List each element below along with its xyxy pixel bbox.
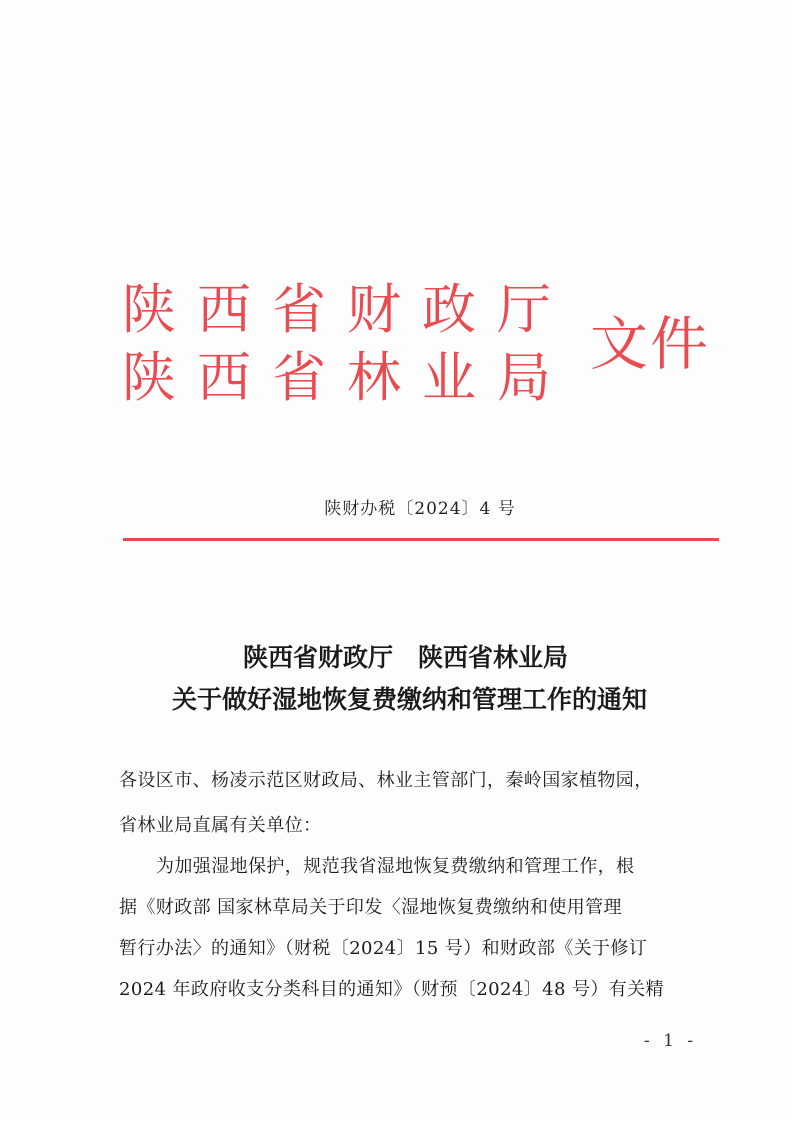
header-document-suffix: 文件 [590,310,711,378]
document-number: 陕财办税〔2024〕4 号 [324,499,516,519]
body-paragraph-line3: 暂行办法〉的通知》（财税〔2024〕15 号）和财政部《关于修订 [119,938,648,959]
body-paragraph-line4: 2024 年政府收支分类科目的通知》（财预〔2024〕48 号）有关精 [119,979,664,1000]
issuing-authority-header [122,272,722,422]
header-authority-forestry: 陕西省林业局 [122,346,572,409]
page-number: - 1 - [644,1031,698,1051]
body-paragraph-line1: 为加强湿地保护，规范我省湿地恢复费缴纳和管理工作，根 [156,856,635,877]
addressee-line2: 省林业局直属有关单位： [119,815,322,836]
document-title-line1: 陕西省财政厅 陕西省林业局 [242,643,568,672]
addressee-line1: 各设区市、杨凌示范区财政局、林业主管部门，秦岭国家植物园， [119,770,653,791]
document-title-line2: 关于做好湿地恢复费缴纳和管理工作的通知 [171,685,647,714]
header-authority-finance: 陕西省财政厅 [122,278,572,341]
red-divider [123,538,719,541]
body-paragraph-line2: 据《财政部 国家林草局关于印发〈湿地恢复费缴纳和使用管理 [119,897,622,918]
